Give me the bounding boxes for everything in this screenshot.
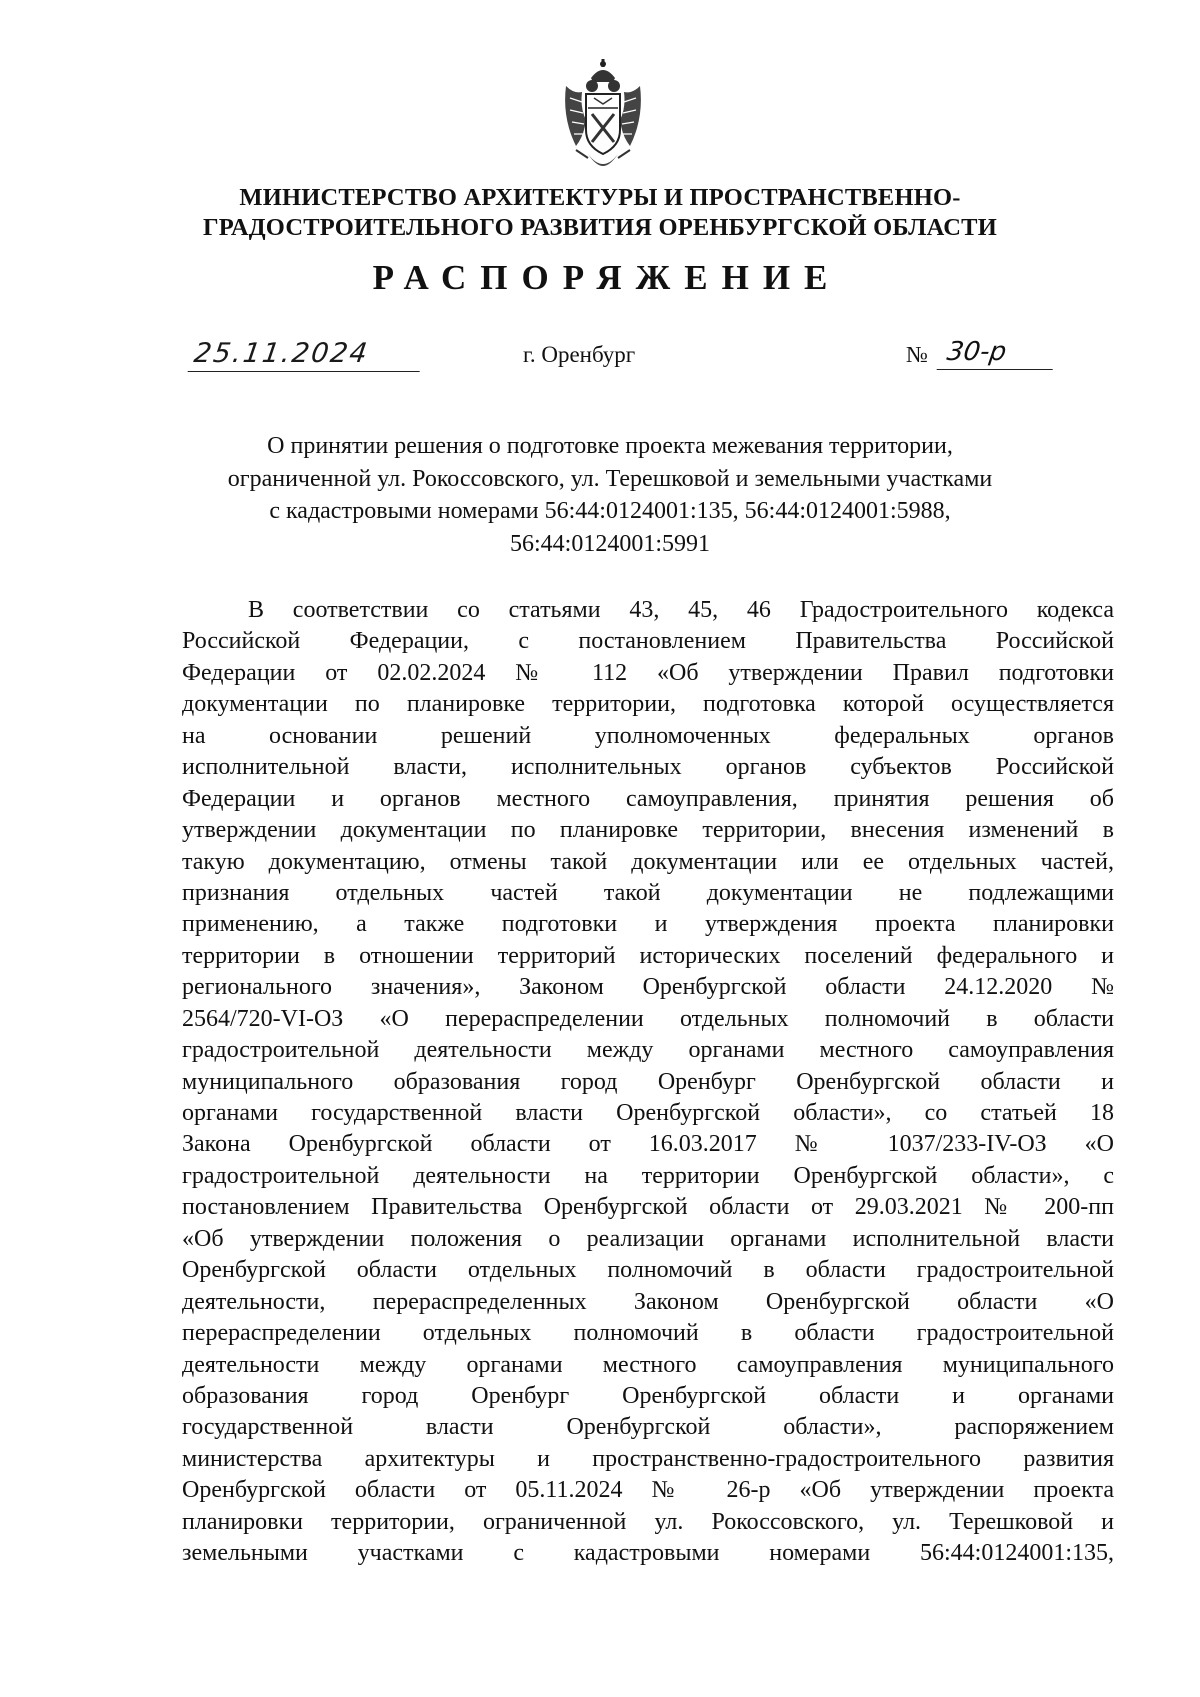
body-line: регионального значения», Законом Оренбургской области 24.12.2020 № [182, 974, 1114, 1001]
document-body [182, 595, 1114, 1570]
body-line: исполнительной власти, исполнительных органов субъектов Российской [182, 754, 1114, 781]
coat-of-arms-icon [558, 58, 648, 174]
body-line: Российской Федерации, с постановлением Правительства Российской [182, 628, 1114, 655]
body-line: 2564/720-VI-ОЗ «О перераспределении отдельных полномочий в области [182, 1005, 1114, 1032]
body-line: градостроительной деятельности на территории Оренбургской области», с [182, 1162, 1114, 1189]
document-date: 25.11.2024 [188, 338, 425, 372]
body-line: Федерации и органов местного самоуправления, принятия решения об [182, 785, 1114, 812]
ministry-name [170, 183, 1030, 243]
body-line: В соответствии со статьями 43, 45, 46 Градостроительного кодекса [248, 597, 1114, 623]
subject-line: 56:44:0124001:5991 [509, 530, 710, 557]
body-line: Оренбургской области от 05.11.2024 № 26-р «Об утверждении проекта [182, 1477, 1114, 1504]
body-line: Оренбургской области отдельных полномочий в области градостроительной [182, 1257, 1114, 1284]
document-number [906, 336, 1056, 372]
body-line: территории в отношении территорий исторических поселений федерального и [182, 942, 1114, 969]
body-line: градостроительной деятельности между органами местного самоуправления [182, 1037, 1114, 1064]
body-line: перераспределении отдельных полномочий в области градостроительной [182, 1320, 1114, 1347]
body-line: муниципального образования город Оренбург Оренбургской области и [182, 1068, 1114, 1095]
body-line: «Об утверждении положения о реализации органами исполнительной власти [182, 1225, 1114, 1252]
ministry-name-line: ГРАДОСТРОИТЕЛЬНОГО РАЗВИТИЯ ОРЕНБУРГСКОЙ ОБЛАСТИ [203, 214, 997, 241]
body-line: государственной власти Оренбургской области», распоряжением [182, 1414, 1114, 1441]
number-value: 30-р [937, 336, 1058, 370]
document-type-title: РАСПОРЯЖЕНИЕ [372, 258, 842, 297]
body-line: утверждении документации по планировке территории, внесения изменений в [182, 817, 1114, 844]
subject-line: О принятии решения о подготовке проекта межевания территории, [267, 433, 953, 459]
body-line: Закона Оренбургской области от 16.03.2017 № 1037/233-IV-ОЗ «О [182, 1131, 1114, 1158]
body-line: признания отдельных частей такой документации не подлежащими [182, 879, 1114, 906]
body-line: планировки территории, ограниченной ул. Рокоссовского, ул. Терешковой и [182, 1508, 1114, 1535]
body-line: документации по планировке территории, подготовка которой осуществляется [182, 691, 1114, 718]
body-line: такую документацию, отмены такой документации или ее отдельных частей, [182, 848, 1114, 875]
body-line: деятельности, перераспределенных Законом Оренбургской области «О [182, 1288, 1114, 1315]
body-line: органами государственной власти Оренбургской области», со статьей 18 [182, 1100, 1114, 1126]
ministry-name-line: МИНИСТЕРСТВО АРХИТЕКТУРЫ И ПРОСТРАНСТВЕННО- [239, 184, 961, 211]
body-line: образования город Оренбург Оренбургской области и органами [182, 1382, 1114, 1409]
document-city: г. Оренбург [523, 342, 636, 367]
body-line: деятельности между органами местного самоуправления муниципального [182, 1351, 1114, 1378]
body-line: постановлением Правительства Оренбургской области от 29.03.2021 № 200-пп [182, 1194, 1114, 1221]
document-subject [180, 430, 1040, 560]
number-sign: № [906, 342, 928, 367]
body-line: земельными участками с кадастровыми номерами 56:44:0124001:135, [182, 1540, 1114, 1567]
body-line: применению, а также подготовки и утверждения проекта планировки [182, 911, 1114, 938]
body-line: министерства архитектуры и пространственно-градостроительного развития [182, 1445, 1114, 1472]
body-line: на основании решений уполномоченных федеральных органов [182, 722, 1114, 749]
body-line: Федерации от 02.02.2024 № 112 «Об утверждении Правил подготовки [182, 659, 1114, 686]
subject-line: с кадастровыми номерами 56:44:0124001:135, 56:44:0124001:5988, [269, 498, 951, 524]
subject-line: ограниченной ул. Рокоссовского, ул. Терешковой и земельными участками [227, 465, 993, 492]
